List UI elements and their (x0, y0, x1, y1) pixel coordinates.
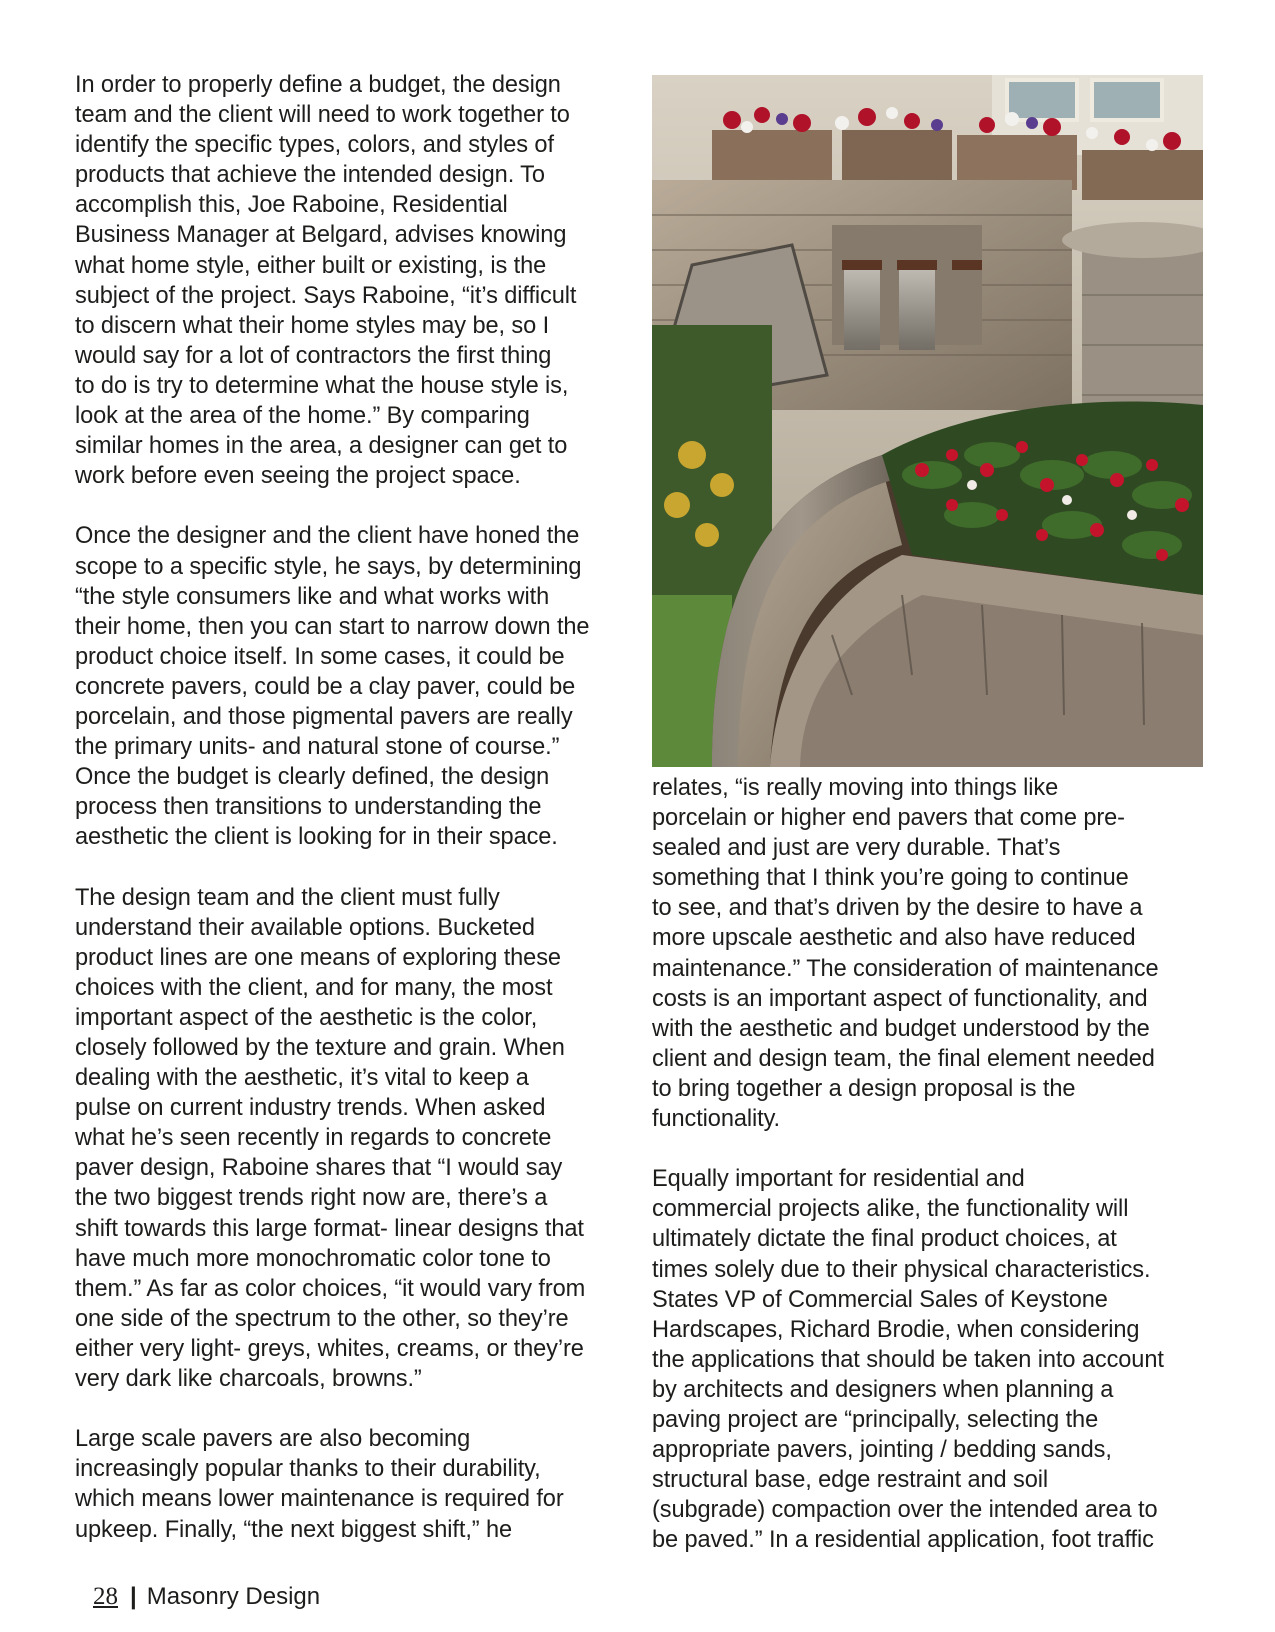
text-line: Once the budget is clearly defined, the design (75, 764, 550, 791)
text-line: costs is an important aspect of functionality, and (652, 985, 1148, 1012)
text-line: shift towards this large format- linear designs that (75, 1215, 584, 1242)
text-line: upkeep. Finally, “the next biggest shift,” he (75, 1516, 513, 1543)
paragraph (75, 70, 635, 491)
text-line: very dark like charcoals, browns.” (75, 1366, 422, 1393)
text-line: product lines are one means of exploring these (75, 944, 561, 971)
text-line: client and design team, the final element needed (652, 1045, 1155, 1072)
text-line: either very light- greys, whites, creams, or they’re (75, 1335, 584, 1362)
text-line: by architects and designers when planning a (652, 1376, 1114, 1403)
text-line: look at the area of the home.” By comparing (75, 403, 530, 430)
article-right-column (652, 773, 1212, 1555)
text-line: The design team and the client must fully (75, 884, 500, 911)
text-line: be paved.” In a residential application, foot traffic (652, 1527, 1154, 1554)
text-line: more upscale aesthetic and also have reduced (652, 925, 1136, 952)
text-line: Hardscapes, Richard Brodie, when considering (652, 1316, 1140, 1343)
text-line: pulse on current industry trends. When asked (75, 1095, 546, 1122)
text-line: subject of the project. Says Raboine, “it’s difficult (75, 282, 577, 309)
text-line: paving project are “principally, selecting the (652, 1406, 1099, 1433)
text-line: accomplish this, Joe Raboine, Residential (75, 192, 508, 219)
text-line: ultimately dictate the final product choices, at (652, 1226, 1117, 1253)
text-line: something that I think you’re going to continue (652, 865, 1129, 892)
text-line: sealed and just are very durable. That’s (652, 835, 1061, 862)
paragraph (75, 1424, 635, 1544)
text-line: with the aesthetic and budget understood by the (652, 1015, 1150, 1042)
page-footer (93, 1582, 320, 1612)
article-left-column (75, 70, 635, 1545)
text-line: what he’s seen recently in regards to concrete (75, 1125, 552, 1152)
paragraph (75, 521, 635, 852)
text-line: relates, “is really moving into things like (652, 775, 1059, 801)
text-line: what home style, either built or existing, is the (75, 252, 547, 279)
text-line: work before even seeing the project space. (75, 463, 521, 490)
text-line: to do is try to determine what the house style is, (75, 372, 569, 399)
text-line: Business Manager at Belgard, advises knowing (75, 222, 567, 249)
text-line: aesthetic the client is looking for in their space. (75, 824, 558, 851)
text-line: similar homes in the area, a designer can get to (75, 433, 568, 460)
text-line: product choice itself. In some cases, it could be (75, 643, 565, 670)
text-line: to see, and that’s driven by the desire to have a (652, 895, 1143, 922)
text-line: commercial projects alike, the functionality will (652, 1196, 1129, 1223)
text-line: important aspect of the aesthetic is the color, (75, 1004, 538, 1031)
text-line: States VP of Commercial Sales of Keystone (652, 1286, 1108, 1313)
paragraph (652, 1164, 1212, 1555)
text-line: choices with the client, and for many, the most (75, 974, 553, 1001)
text-line: process then transitions to understanding the (75, 794, 542, 821)
text-line: Equally important for residential and (652, 1166, 1025, 1193)
text-line: appropriate pavers, jointing / bedding sands, (652, 1437, 1112, 1464)
text-line: porcelain, and those pigmental pavers are really (75, 703, 573, 730)
text-line: their home, then you can start to narrow down the (75, 613, 590, 640)
text-line: the primary units- and natural stone of course.” (75, 734, 560, 761)
text-line: to discern what their home styles may be, so I (75, 312, 550, 339)
text-line: would say for a lot of contractors the first thing (75, 342, 552, 369)
text-line: to bring together a design proposal is the (652, 1075, 1076, 1102)
text-line: closely followed by the texture and grain. When (75, 1035, 565, 1061)
text-line: increasingly popular thanks to their durability, (75, 1456, 541, 1483)
text-line: understand their available options. Bucketed (75, 914, 535, 941)
text-line: functionality. (652, 1106, 780, 1133)
text-line: maintenance.” The consideration of maintenance (652, 955, 1159, 982)
page-number: 28 (93, 1583, 118, 1610)
text-line: scope to a specific style, he says, by determining (75, 553, 582, 580)
text-line: structural base, edge restraint and soil (652, 1467, 1048, 1494)
text-line: paver design, Raboine shares that “I would say (75, 1155, 563, 1182)
text-line: concrete pavers, could be a clay paver, could be (75, 673, 576, 700)
text-line: the two biggest trends right now are, there’s a (75, 1185, 548, 1212)
text-line: times solely due to their physical characteristics. (652, 1256, 1151, 1283)
text-line: (subgrade) compaction over the intended area to (652, 1497, 1158, 1524)
text-line: dealing with the aesthetic, it’s vital to keep a (75, 1065, 529, 1092)
text-line: one side of the spectrum to the other, so they’re (75, 1305, 569, 1332)
text-line: identify the specific types, colors, and styles of (75, 132, 554, 159)
text-line: In order to properly define a budget, the design (75, 72, 561, 98)
text-line: porcelain or higher end pavers that come pre- (652, 805, 1125, 832)
text-line: team and the client will need to work together to (75, 102, 570, 129)
footer-separator: | (130, 1583, 137, 1610)
garden-wall-photo (652, 75, 1203, 767)
text-line: Once the designer and the client have honed the (75, 523, 580, 550)
paragraph (652, 773, 1212, 1134)
text-line: products that achieve the intended design. To (75, 162, 545, 189)
text-line: them.” As far as color choices, “it would vary from (75, 1275, 586, 1302)
text-line: the applications that should be taken into account (652, 1346, 1164, 1373)
text-line: have much more monochromatic color tone to (75, 1245, 551, 1272)
publication-name: Masonry Design (146, 1583, 321, 1610)
text-line: which means lower maintenance is required for (75, 1486, 564, 1513)
text-line: “the style consumers like and what works with (75, 583, 550, 610)
paragraph (75, 883, 635, 1395)
text-line: Large scale pavers are also becoming (75, 1426, 471, 1453)
